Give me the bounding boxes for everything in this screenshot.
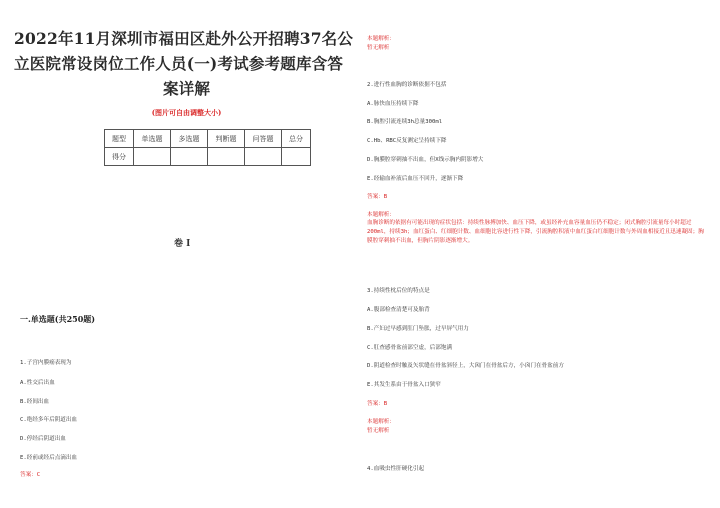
header-type: 题型 — [105, 130, 134, 148]
title-line-1: 2022年11月深圳市福田区赴外公开招聘37名公 — [14, 29, 354, 48]
q1-option-a: A.性交后出血 — [20, 380, 55, 386]
q2-analysis-text: 血胸诊断的依据有可能出现的症状包括：持续性脉搏加快、血压下降，或虽经补充血容量血压仍不稳定；闭式胸腔引流量每小时超过200ml，持续3h；血红蛋白、红细胞计数、血细胞比容进行性下降，引流胸腔积液中血红蛋白红细胞计数与外周血相接近且迅速凝固；胸膜腔穿刺抽不出血，但胸片阴影逐渐增大。 — [367, 220, 704, 244]
q1-option-d: D.停经后阴道出血 — [20, 436, 66, 442]
image-note: (图片可自由调整大小) — [151, 108, 222, 117]
question-1-stem: 1.子宫内膜癌表现为 — [20, 360, 72, 366]
q3-option-c: C.肛查感骨盆前部空虚，后部饱满 — [367, 345, 453, 351]
score-table — [104, 129, 311, 166]
document-title — [14, 26, 359, 101]
q2-option-e: E.经输血补液后血压不回升，逐渐下降 — [367, 176, 464, 182]
question-4-stem: 4.血吸虫性肝硬化引起 — [367, 466, 425, 472]
header-single: 单选题 — [134, 130, 171, 148]
score-table-header-row — [105, 130, 311, 148]
question-2-stem: 2.进行性血胸的诊断依据不包括 — [367, 82, 447, 88]
title-line-3: 案详解 — [162, 79, 211, 98]
q2-option-d: D.胸膜腔穿刺抽不出血，但X线示胸内阴影增大 — [367, 157, 484, 163]
score-cell[interactable] — [171, 148, 208, 166]
q3-option-d: D.阴道检查时触及矢状缝在骨盆斜径上，大囟门在骨盆后方，小囟门在骨盆前方 — [367, 363, 564, 369]
score-cell[interactable] — [208, 148, 245, 166]
score-cell[interactable] — [282, 148, 311, 166]
q3-option-a: A.腹部检查清楚可及胎背 — [367, 307, 430, 313]
q2-option-a: A.脉快血压持续下降 — [367, 101, 419, 107]
title-line-2: 立医院常设岗位工作人员(一)考试参考题库含答 — [14, 54, 344, 73]
volume-label: 卷 I — [174, 239, 191, 249]
q3-analysis-text: 暂无解析 — [367, 428, 390, 434]
q2-option-c: C.Hb、RBC反复测定呈持续下降 — [367, 138, 447, 144]
q2-option-b: B.胸腔引流连续3h总量300ml — [367, 119, 443, 125]
score-table-score-row — [105, 148, 311, 166]
q3-option-e: E.其发生系由于骨盆入口狭窄 — [367, 382, 441, 388]
score-cell[interactable] — [245, 148, 282, 166]
score-cell[interactable] — [134, 148, 171, 166]
question-3-stem: 3.持续性枕后位的特点是 — [367, 288, 430, 294]
q3-option-b: B.产妇过早感到肛门坠胀，过早屏气用力 — [367, 326, 469, 332]
header-total: 总分 — [282, 130, 311, 148]
prev-analysis-label: 本题解析： — [367, 36, 395, 42]
q3-analysis-label: 本题解析： — [367, 419, 395, 425]
q1-option-c: C.绝经多年后阴道出血 — [20, 417, 78, 423]
q2-analysis-label: 本题解析： — [367, 212, 395, 218]
title-block — [14, 26, 359, 118]
q3-answer: 答案：B — [367, 401, 388, 407]
q1-option-e: E.经前或经后点滴出血 — [20, 455, 78, 461]
q1-answer: 答案：C — [20, 472, 41, 478]
row-label-score: 得分 — [105, 148, 134, 166]
header-qa: 问答题 — [245, 130, 282, 148]
section-heading: 一.单选题(共250题) — [20, 314, 96, 324]
q2-answer: 答案：B — [367, 194, 388, 200]
prev-analysis-text: 暂无解析 — [367, 45, 390, 51]
header-judge: 判断题 — [208, 130, 245, 148]
q1-option-b: B.经间出血 — [20, 399, 50, 405]
header-multi: 多选题 — [171, 130, 208, 148]
